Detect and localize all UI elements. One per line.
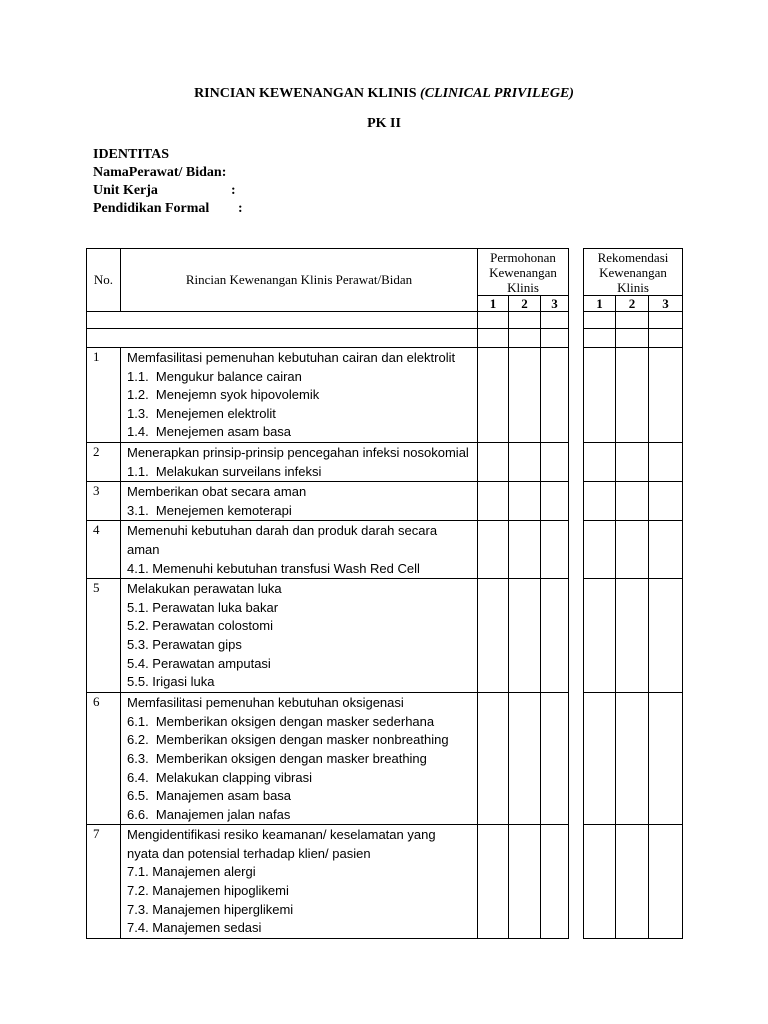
request-check-2-cell[interactable]: [509, 825, 541, 939]
request-check-1-cell[interactable]: [478, 348, 509, 443]
header-request-line-1: Permohonan: [490, 250, 556, 265]
row-description: [121, 825, 478, 939]
blank-check-cell[interactable]: [541, 329, 569, 348]
table-row: [87, 348, 683, 443]
row-gap: [569, 825, 584, 939]
row-number: 5: [87, 579, 121, 693]
competency-item: 6.6. Manajemen jalan nafas: [127, 806, 291, 822]
competency-item: 5.3. Perawatan gips: [127, 636, 242, 652]
request-check-3-cell[interactable]: [541, 442, 569, 481]
table-row: [87, 693, 683, 825]
recommendation-check-1-cell[interactable]: [584, 348, 616, 443]
competency-item: 6.3. Memberikan oksigen dengan masker breathing: [127, 750, 427, 766]
recommendation-level-1: 1: [584, 296, 616, 312]
blank-check-cell[interactable]: [478, 312, 509, 329]
request-check-1-cell[interactable]: [478, 521, 509, 579]
request-check-1-cell[interactable]: [478, 693, 509, 825]
recommendation-check-1-cell[interactable]: [584, 521, 616, 579]
recommendation-check-2-cell[interactable]: [616, 521, 649, 579]
row-description: [121, 482, 478, 521]
header-description: Rincian Kewenangan Klinis Perawat/Bidan: [121, 249, 478, 312]
request-level-1: 1: [478, 296, 509, 312]
blank-cell: [87, 329, 478, 348]
row-number: 1: [87, 348, 121, 443]
recommendation-check-2-cell[interactable]: [616, 482, 649, 521]
recommendation-check-3-cell[interactable]: [649, 693, 683, 825]
competency-item: 3.1. Menejemen kemoterapi: [127, 502, 292, 518]
header-request-line-3: Klinis: [507, 280, 539, 295]
request-check-3-cell[interactable]: [541, 579, 569, 693]
competency-title: Memenuhi kebutuhan darah dan produk darah secara: [127, 523, 438, 539]
request-check-3-cell[interactable]: [541, 825, 569, 939]
competency-item: 6.2. Memberikan oksigen dengan masker nonbreathing: [127, 732, 449, 748]
competency-item: 1.1. Mengukur balance cairan: [127, 368, 302, 384]
blank-check-cell[interactable]: [509, 329, 541, 348]
request-level-2: 2: [509, 296, 541, 312]
request-check-1-cell[interactable]: [478, 482, 509, 521]
privilege-rows: [87, 348, 683, 939]
request-check-2-cell[interactable]: [509, 348, 541, 443]
recommendation-check-2-cell[interactable]: [616, 442, 649, 481]
row-description: [121, 579, 478, 693]
privilege-table: [86, 248, 683, 939]
competency-item: aman: [127, 541, 160, 557]
header-request-group: [478, 249, 569, 296]
blank-check-cell[interactable]: [616, 329, 649, 348]
blank-row: [87, 329, 683, 348]
competency-item: 7.3. Manajemen hiperglikemi: [127, 901, 294, 917]
table-row: [87, 482, 683, 521]
request-check-2-cell[interactable]: [509, 482, 541, 521]
competency-item: 5.5. Irigasi luka: [127, 674, 215, 690]
competency-title: Memfasilitasi pemenuhan kebutuhan oksigenasi: [127, 695, 404, 711]
header-recommendation-line-1: Rekomendasi: [597, 250, 669, 265]
competency-title: Menerapkan prinsip-prinsip pencegahan infeksi nosokomial: [127, 444, 469, 460]
competency-item: 6.4. Melakukan clapping vibrasi: [127, 769, 312, 785]
recommendation-check-1-cell[interactable]: [584, 482, 616, 521]
blank-check-cell[interactable]: [584, 329, 616, 348]
document-title: [0, 86, 768, 102]
row-number: 4: [87, 521, 121, 579]
document-title-main: RINCIAN KEWENANGAN KLINIS: [194, 86, 417, 101]
row-number: 2: [87, 442, 121, 481]
request-check-1-cell[interactable]: [478, 825, 509, 939]
request-check-2-cell[interactable]: [509, 579, 541, 693]
competency-item: 6.1. Memberikan oksigen dengan masker sederhana: [127, 713, 435, 729]
identity-field-unit: [93, 182, 243, 200]
row-gap: [569, 348, 584, 443]
competency-item: 1.3. Menejemen elektrolit: [127, 405, 276, 421]
competency-title: Melakukan perawatan luka: [127, 581, 282, 597]
blank-check-cell[interactable]: [584, 312, 616, 329]
competency-title: Memberikan obat secara aman: [127, 484, 307, 500]
competency-item: 7.1. Manajemen alergi: [127, 864, 256, 880]
request-level-3: 3: [541, 296, 569, 312]
header-recommendation-line-3: Klinis: [617, 280, 649, 295]
blank-gap: [569, 329, 584, 348]
recommendation-check-1-cell[interactable]: [584, 693, 616, 825]
row-gap: [569, 693, 584, 825]
competency-item: 5.1. Perawatan luka bakar: [127, 599, 279, 615]
header-recommendation-group: [584, 249, 683, 296]
recommendation-check-1-cell[interactable]: [584, 442, 616, 481]
recommendation-check-3-cell[interactable]: [649, 521, 683, 579]
request-check-2-cell[interactable]: [509, 521, 541, 579]
document-subtitle: PK II: [367, 116, 401, 131]
blank-gap: [569, 312, 584, 329]
row-description: [121, 442, 478, 481]
identity-heading: IDENTITAS: [93, 147, 169, 162]
blank-check-cell[interactable]: [509, 312, 541, 329]
competency-item: nyata dan potensial terhadap klien/ pasien: [127, 845, 371, 861]
document-title-italic: (CLINICAL PRIVILEGE): [420, 86, 574, 101]
table-row: [87, 825, 683, 939]
header-request-line-2: Kewenangan: [489, 265, 557, 280]
table-header-row: [87, 249, 683, 296]
identity-field-education-label: Pendidikan Formal: [93, 201, 210, 216]
row-gap: [569, 442, 584, 481]
request-check-3-cell[interactable]: [541, 693, 569, 825]
row-description: [121, 693, 478, 825]
blank-row: [87, 312, 683, 329]
blank-cell: [87, 312, 478, 329]
competency-item: 5.2. Perawatan colostomi: [127, 618, 273, 634]
row-gap: [569, 579, 584, 693]
recommendation-check-3-cell[interactable]: [649, 348, 683, 443]
competency-item: 1.1. Melakukan surveilans infeksi: [127, 463, 322, 479]
row-number: 7: [87, 825, 121, 939]
request-check-3-cell[interactable]: [541, 482, 569, 521]
header-no: No.: [87, 249, 121, 312]
competency-title: Memfasilitasi pemenuhan kebutuhan cairan dan elektrolit: [127, 350, 456, 365]
request-check-2-cell[interactable]: [509, 442, 541, 481]
competency-item: 6.5. Manajemen asam basa: [127, 788, 292, 804]
identity-field-name-label: NamaPerawat/ Bidan:: [93, 165, 227, 180]
table-row: [87, 521, 683, 579]
blank-check-cell[interactable]: [478, 329, 509, 348]
competency-item: 7.4. Manajemen sedasi: [127, 920, 262, 936]
header-gap: [569, 249, 584, 312]
recommendation-check-3-cell[interactable]: [649, 482, 683, 521]
row-number: 3: [87, 482, 121, 521]
competency-item: 4.1. Memenuhi kebutuhan transfusi Wash Red Cell: [127, 560, 420, 576]
identity-section: [93, 146, 243, 218]
identity-field-education: [93, 200, 243, 218]
table-row: [87, 579, 683, 693]
blank-check-cell[interactable]: [541, 312, 569, 329]
recommendation-check-2-cell[interactable]: [616, 693, 649, 825]
competency-title: Mengidentifikasi resiko keamanan/ keselamatan yang: [127, 827, 436, 843]
recommendation-check-3-cell[interactable]: [649, 579, 683, 693]
identity-field-unit-label: Unit Kerja: [93, 183, 158, 198]
recommendation-check-1-cell[interactable]: [584, 579, 616, 693]
row-description: [121, 521, 478, 579]
row-number: 6: [87, 693, 121, 825]
row-description: [121, 348, 478, 443]
recommendation-check-1-cell[interactable]: [584, 825, 616, 939]
recommendation-check-3-cell[interactable]: [649, 825, 683, 939]
identity-field-name: [93, 164, 243, 182]
row-gap: [569, 521, 584, 579]
header-recommendation-line-2: Kewenangan: [599, 265, 667, 280]
request-check-1-cell[interactable]: [478, 579, 509, 693]
recommendation-check-2-cell[interactable]: [616, 825, 649, 939]
table-row: [87, 442, 683, 481]
recommendation-level-2: 2: [616, 296, 649, 312]
recommendation-level-3: 3: [649, 296, 683, 312]
request-check-1-cell[interactable]: [478, 442, 509, 481]
recommendation-check-3-cell[interactable]: [649, 442, 683, 481]
recommendation-check-2-cell[interactable]: [616, 348, 649, 443]
blank-check-cell[interactable]: [616, 312, 649, 329]
competency-item: 7.2. Manajemen hipoglikemi: [127, 883, 289, 899]
competency-item: 1.4. Menejemen asam basa: [127, 424, 292, 440]
competency-item: 1.2. Menejemn syok hipovolemik: [127, 387, 320, 403]
request-check-2-cell[interactable]: [509, 693, 541, 825]
recommendation-check-2-cell[interactable]: [616, 579, 649, 693]
identity-field-unit-colon: :: [231, 183, 236, 198]
blank-check-cell[interactable]: [649, 329, 683, 348]
blank-check-cell[interactable]: [649, 312, 683, 329]
request-check-3-cell[interactable]: [541, 521, 569, 579]
request-check-3-cell[interactable]: [541, 348, 569, 443]
identity-field-education-colon: :: [238, 201, 243, 216]
row-gap: [569, 482, 584, 521]
competency-item: 5.4. Perawatan amputasi: [127, 655, 271, 671]
